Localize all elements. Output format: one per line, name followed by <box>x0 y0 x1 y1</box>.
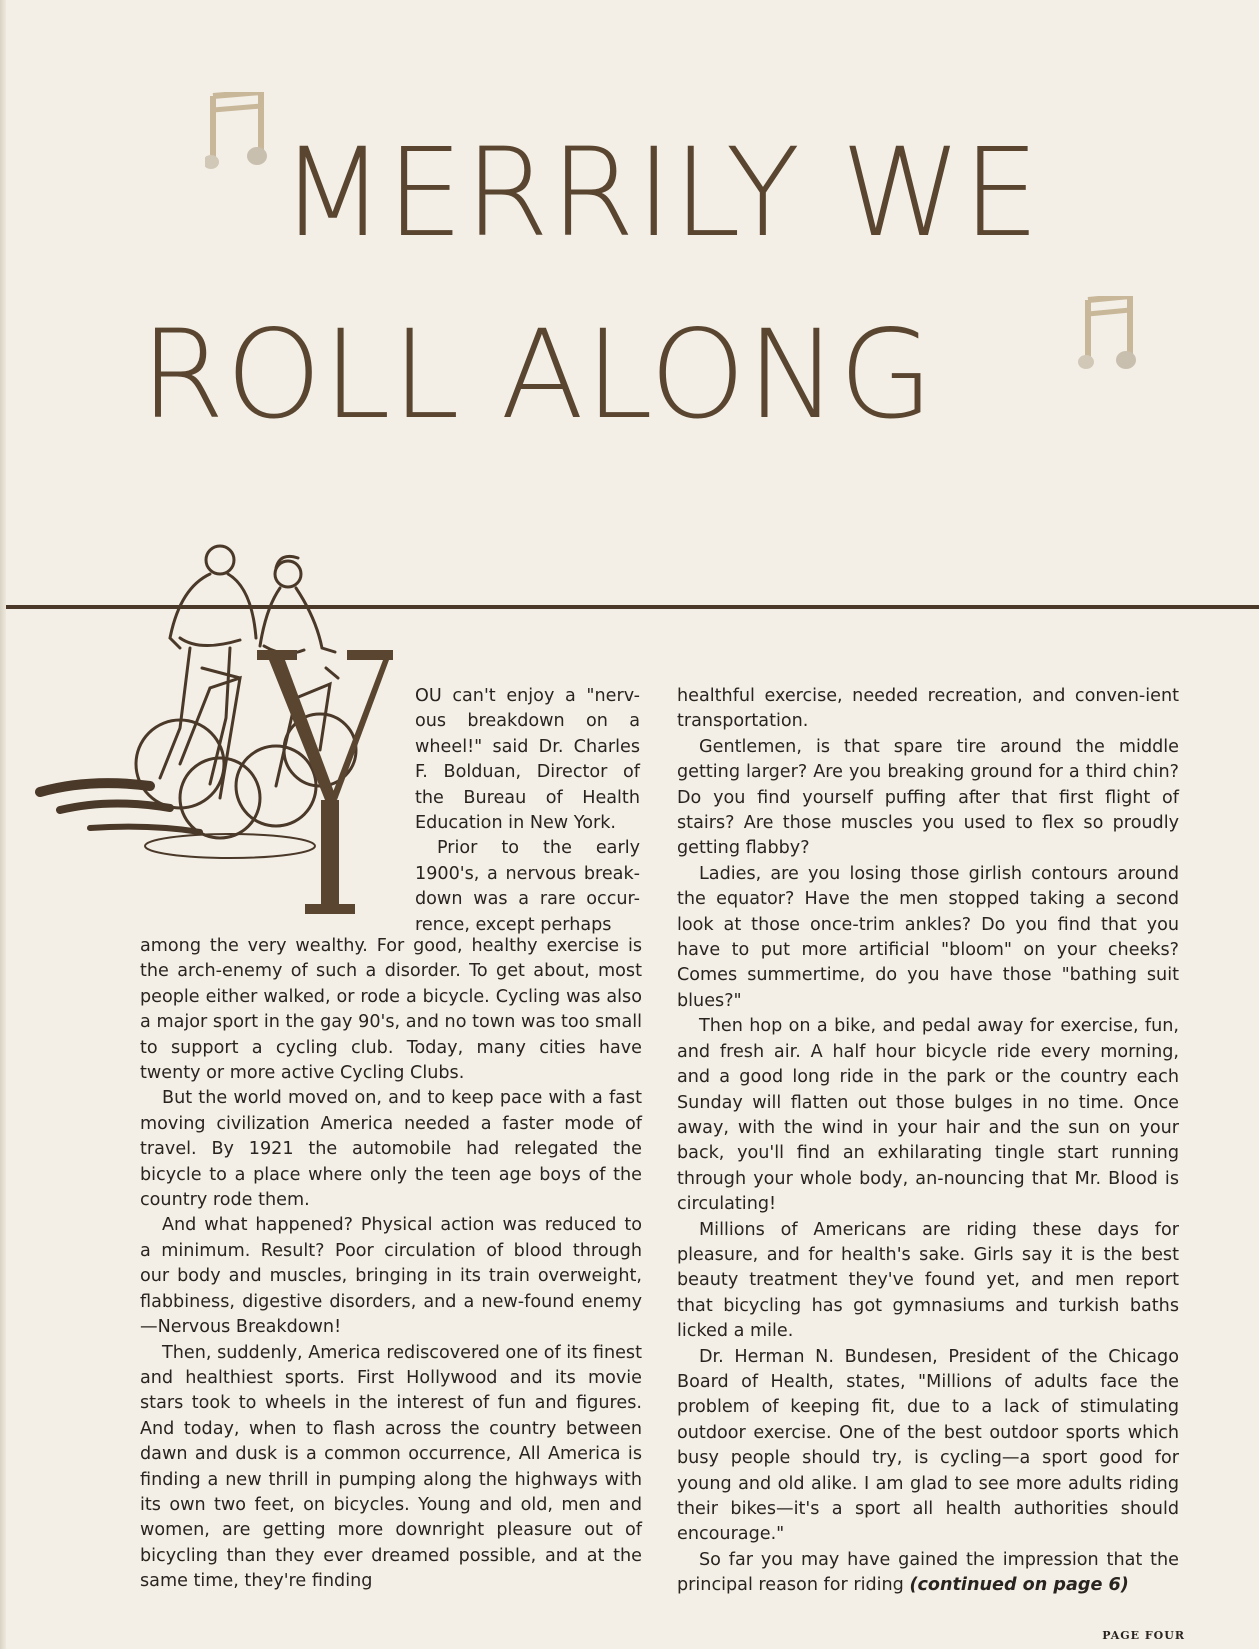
right-paragraph-3: Ladies, are you losing those girlish contours around the equator? Have the men stopped taking a second look at those once-trim ankles? Do you find that you have to put more artificial "bloom" on your cheeks? Comes summertime, do you have those "bathing suit blues?" <box>677 863 1179 1011</box>
left-paragraph-3: And what happened? Physical action was reduced to a minimum. Result? Poor circulation of blood through our body and muscles, bringing in its train overweight, flabbiness, digestive disorders, and a new-found enemy—Nervous Breakdown! <box>140 1215 642 1338</box>
left-paragraph-1: among the very wealthy. For good, healthy exercise is the arch-enemy of such a disorder. To get about, most people either walked, or rode a bicycle. Cycling was also a major sport in the gay 90's, and no town was too small to support a cycling club. Today, many cities have twenty or more active Cycling Clubs. <box>140 936 642 1084</box>
music-note-icon <box>1078 296 1138 380</box>
right-paragraph-7 <box>677 1548 1179 1599</box>
left-column <box>140 934 642 1595</box>
music-note-icon <box>205 92 273 184</box>
right-paragraph-2: Gentlemen, is that spare tire around the middle getting larger? Are you breaking ground for a third chin? Do you find yourself puffing after that first flight of stairs? Are those muscles you used to flex so proudly getting flabby? <box>677 736 1179 859</box>
right-paragraph-1: healthful exercise, needed recreation, and conven-ient transportation. <box>677 686 1179 732</box>
right-paragraph-4: Then hop on a bike, and pedal away for exercise, fun, and fresh air. A half hour bicycle ride every morning, and a good long ride in the park or the country each Sunday will flatten out those bulges in no time. Once away, with the wind in your hair and the sun on your back, you'll find an exhilarating tingle start running through your whole body, an-nouncing that Mr. Blood is circulating! <box>677 1016 1179 1215</box>
continued-link[interactable]: (continued on page 6) <box>909 1575 1129 1596</box>
left-paragraph-2: But the world moved on, and to keep pace with a fast moving civilization America needed a faster mode of travel. By 1921 the automobile had relegated the bicycle to a place where only the teen age boys of the country rode them. <box>140 1088 642 1211</box>
title-line-1: MERRILY WE <box>280 122 1041 264</box>
intro-paragraph-2: Prior to the early 1900's, a nervous break-down was a rare occur-rence, except perhaps <box>415 838 640 935</box>
intro-paragraph-1: OU can't enjoy a "nerv-ous breakdown on a wheel!" said Dr. Charles F. Bolduan, Director of the Bureau of Health Education in New York. <box>415 686 640 834</box>
right-column <box>677 684 1179 1599</box>
right-paragraph-6: Dr. Herman N. Bundesen, President of the Chicago Board of Health, states, "Millions of adults face the problem of keeping fit, due to a lack of stimulating outdoor exercise. One of the best outdoor sports which busy people should try, is cycling—a sport good for young and old alike. I am glad to see more adults riding their bikes—it's a sport all health authorities should encourage." <box>677 1346 1179 1545</box>
last-paragraph-text: So far you may have gained the impression that the principal reason for riding <box>677 1549 1179 1596</box>
page-edge <box>0 0 6 1649</box>
left-paragraph-4: Then, suddenly, America rediscovered one of its finest and healthiest sports. First Hollywood and its movie stars took to wheels in the interest of fun and figures. And today, when to flash across the country between dawn and dusk is a common occurrence, All America is finding a new thrill in pumping along the highways with its own two feet, on bicycles. Young and old, men and women, are getting more downright pleasure out of bicycling than they ever dreamed possible, and at the same time, they're finding <box>140 1342 642 1592</box>
intro-column <box>415 684 640 938</box>
right-paragraph-5: Millions of Americans are riding these days for pleasure, and for health's sake. Girls say it is the best beauty treatment they've found yet, and men report that bicycling has got gymnasiums and turkish baths licked a mile. <box>677 1219 1179 1342</box>
page-number: PAGE FOUR <box>1102 1629 1185 1642</box>
title-line-2: ROLL ALONG <box>140 304 935 446</box>
drop-cap-y <box>255 650 400 915</box>
